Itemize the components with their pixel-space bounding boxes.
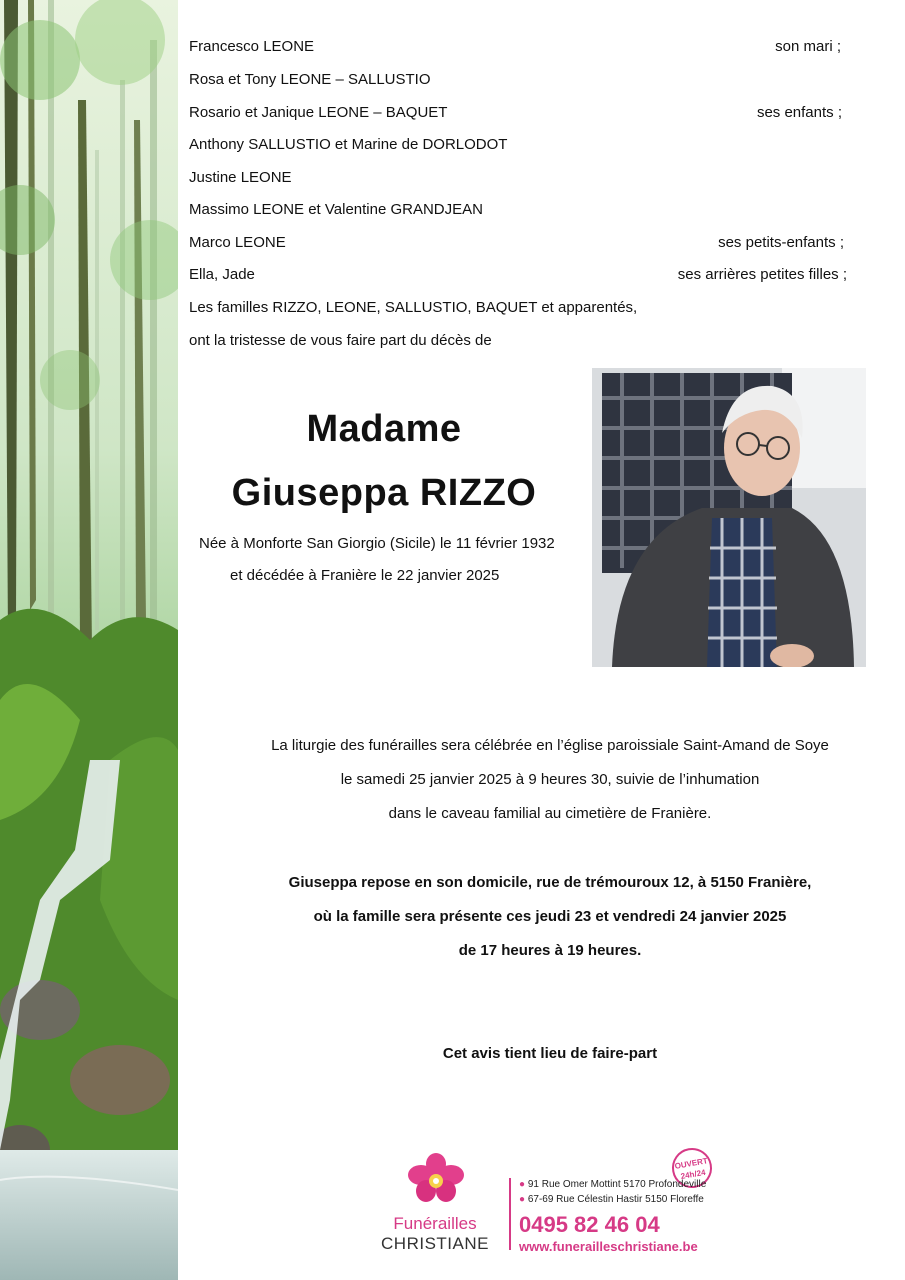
family-member: Massimo LEONE et Valentine GRANDJEAN: [189, 201, 483, 218]
forest-stream-image: [0, 0, 178, 1280]
liturgy-line: dans le caveau familial au cimetière de Franière.: [388, 805, 712, 822]
portrait-photo: [592, 368, 866, 667]
deceased-title: Madame: [306, 408, 462, 450]
portrait-illustration: [592, 368, 866, 667]
family-relation: ses arrières petites filles ;: [677, 266, 847, 283]
visitation-line: où la famille sera présente ces jeudi 23 et vendredi 24 janvier 2025: [313, 908, 787, 925]
family-member: Justine LEONE: [189, 169, 292, 186]
family-member: Rosario et Janique LEONE – BAQUET: [189, 104, 448, 121]
badge-line2: 24h/24: [680, 1167, 707, 1181]
birth-info: Née à Monforte San Giorgio (Sicile) le 11 février 1932: [199, 535, 555, 552]
visitation-line: de 17 heures à 19 heures.: [458, 942, 642, 959]
family-member: Rosa et Tony LEONE – SALLUSTIO: [189, 71, 431, 88]
brand-name-line2: CHRISTIANE: [381, 1234, 489, 1253]
family-member: Anthony SALLUSTIO et Marine de DORLODOT: [189, 136, 508, 153]
visitation-line: Giuseppa repose en son domicile, rue de trémouroux 12, à 5150 Franière,: [288, 874, 812, 891]
address-1-text: 91 Rue Omer Mottint 5170 Profondeville: [527, 1179, 707, 1190]
address-2-text: 67-69 Rue Célestin Hastir 5150 Floreffe: [527, 1194, 704, 1205]
forest-illustration: [0, 0, 178, 1280]
address-1: [519, 1179, 706, 1190]
liturgy-line: La liturgie des funérailles sera célébrée en l’église paroissiale Saint-Amand de Soye: [271, 737, 829, 754]
liturgy-line: le samedi 25 janvier 2025 à 9 heures 30, suivie de l’inhumation: [340, 771, 760, 788]
badge-line1: OUVERT: [674, 1156, 709, 1171]
deceased-name: Giuseppa RIZZO: [231, 472, 537, 514]
family-relation: son mari ;: [775, 38, 841, 55]
location-pin-icon: ●: [519, 1179, 526, 1190]
footer-divider: [509, 1178, 511, 1250]
announcement-line: ont la tristesse de vous faire part du décès de: [189, 332, 492, 349]
family-relation: ses enfants ;: [756, 104, 842, 121]
location-pin-icon: ●: [519, 1194, 526, 1205]
family-member: Les familles RIZZO, LEONE, SALLUSTIO, BAQUET et apparentés,: [189, 299, 638, 316]
notice-text: Cet avis tient lieu de faire-part: [442, 1045, 658, 1062]
address-2: [519, 1194, 704, 1205]
phone-number[interactable]: 0495 82 46 04: [519, 1212, 660, 1237]
death-info: et décédée à Franière le 22 janvier 2025: [230, 567, 500, 584]
family-member: Marco LEONE: [189, 234, 286, 251]
family-relation: ses petits-enfants ;: [718, 234, 844, 251]
family-member: Francesco LEONE: [189, 38, 315, 55]
brand-name-line1: Funérailles: [393, 1214, 477, 1233]
orchid-logo-icon: [408, 1153, 464, 1203]
family-member: Ella, Jade: [189, 266, 255, 283]
website-link[interactable]: www.funerailleschristiane.be: [519, 1239, 698, 1254]
